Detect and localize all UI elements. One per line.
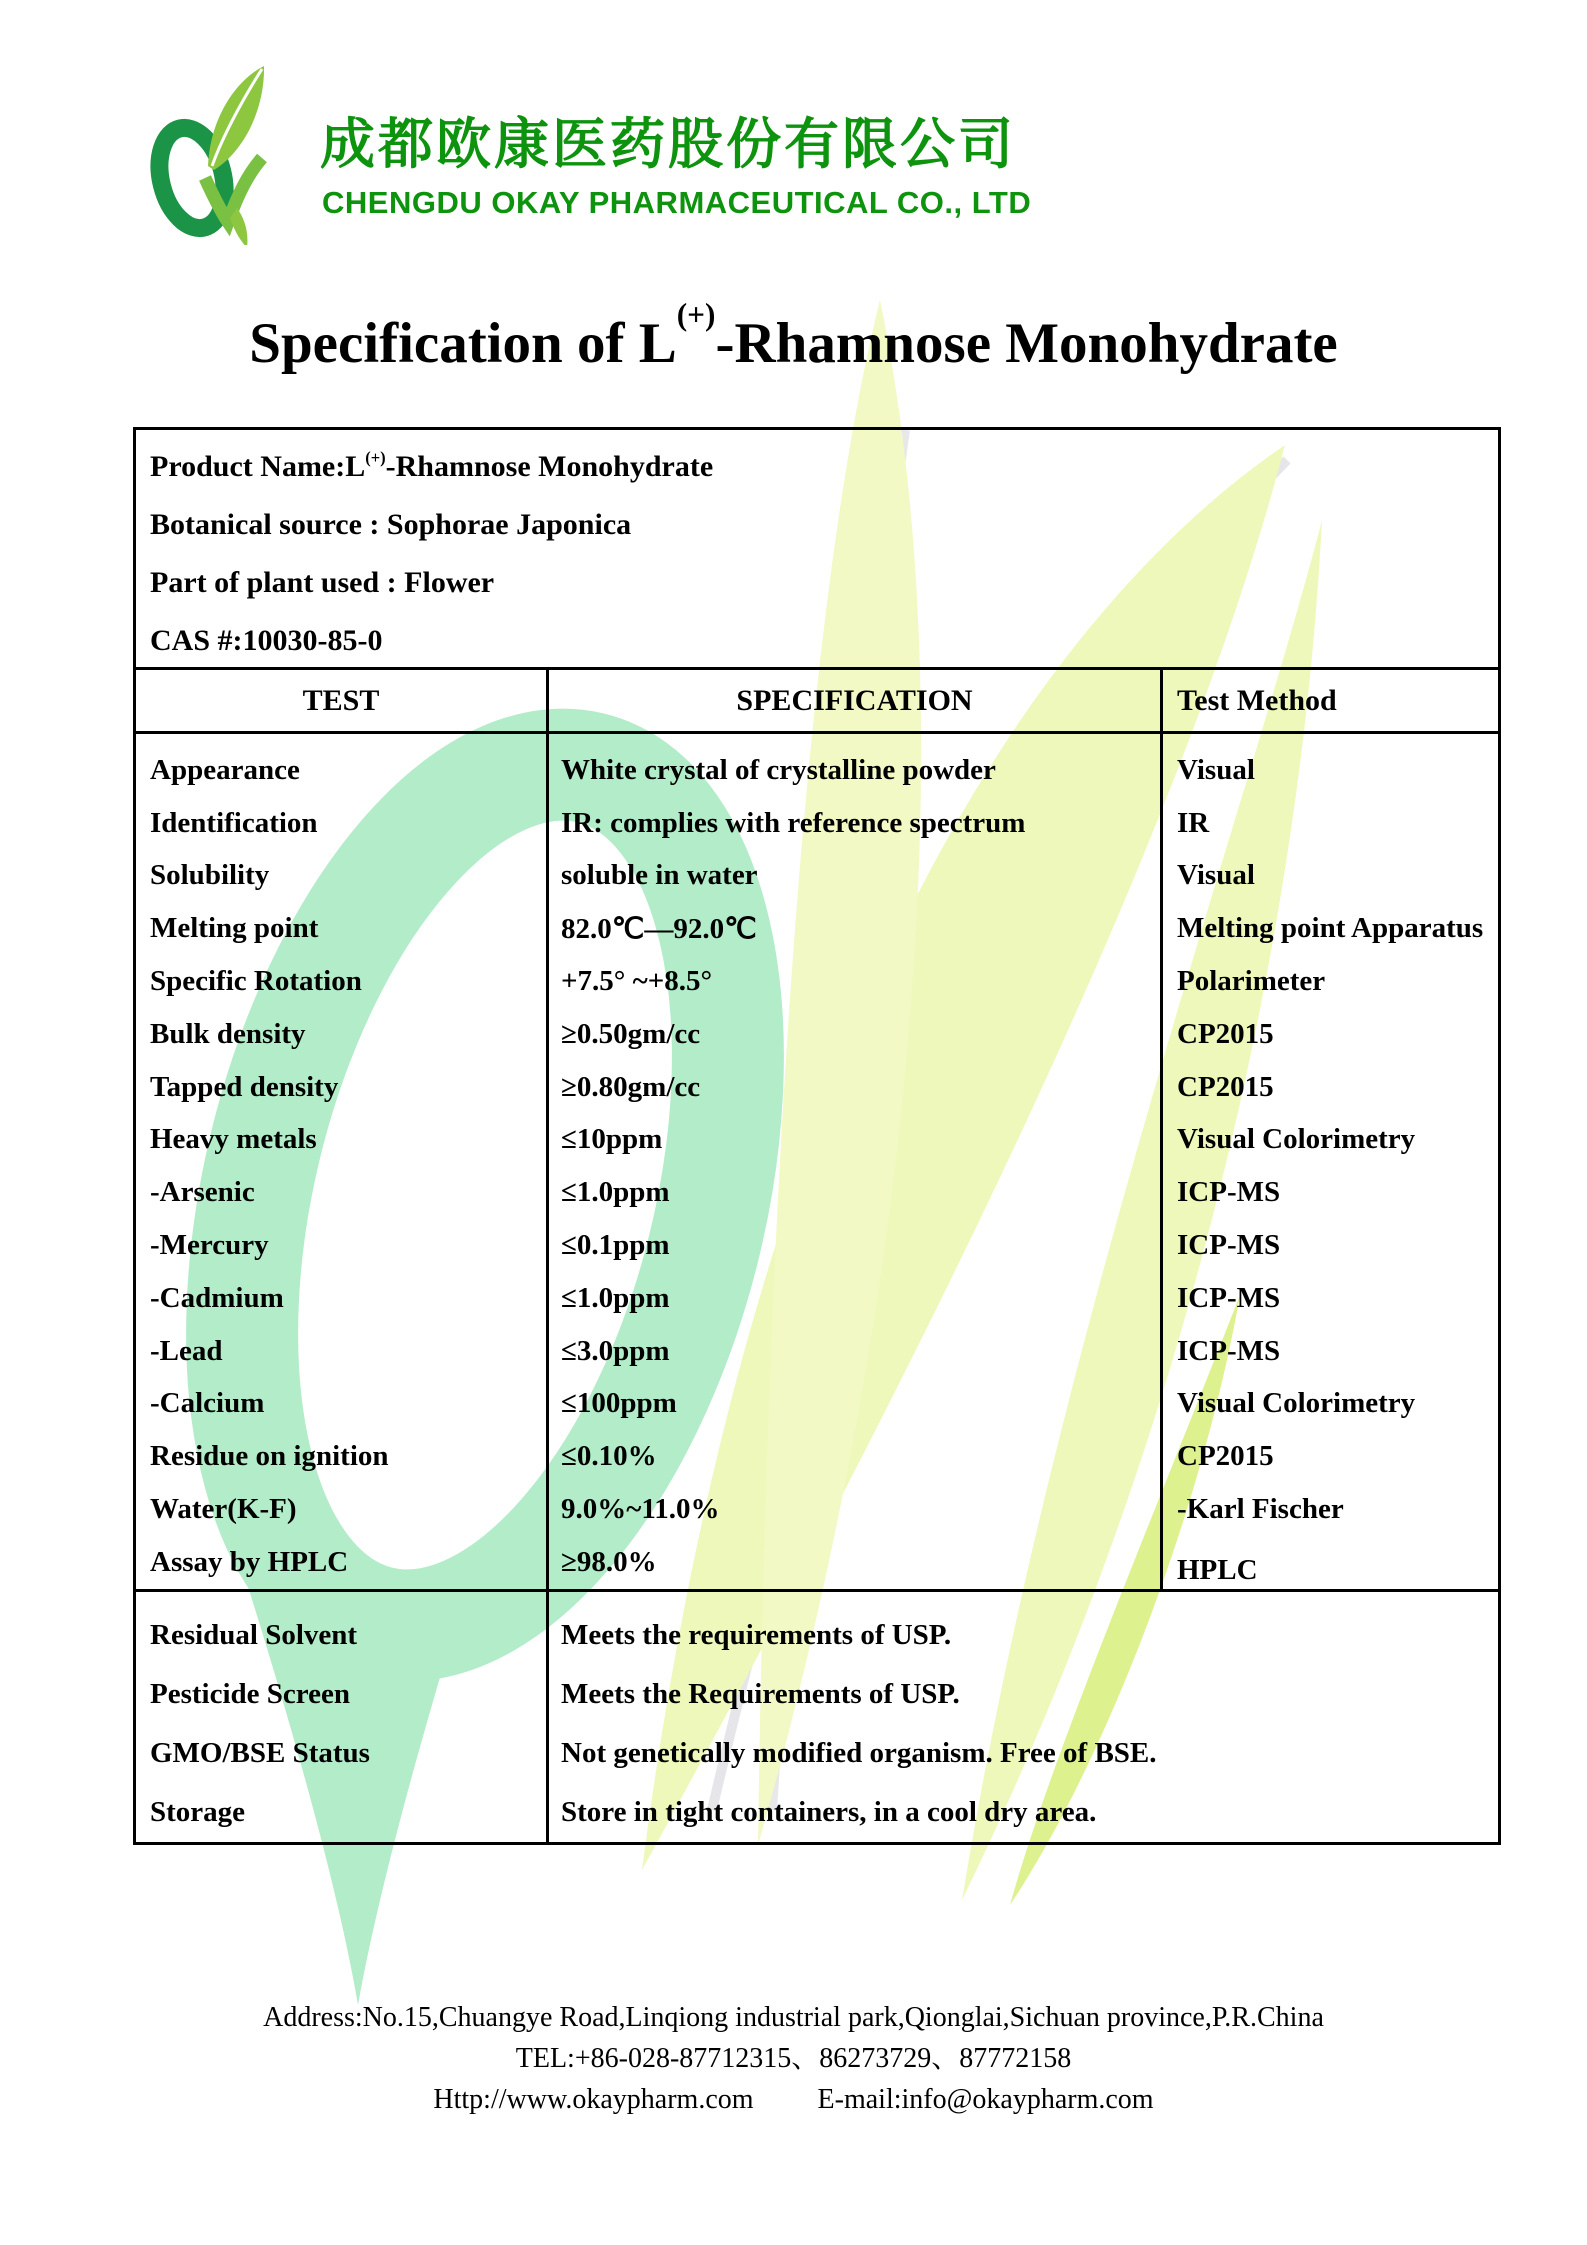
test-name: Melting point <box>150 912 319 945</box>
test-name: -Cadmium <box>150 1281 284 1314</box>
method-value: CP2015 <box>1177 1070 1274 1103</box>
spec-value: Not genetically modified organism. Free of BSE. <box>561 1737 1157 1769</box>
method-value: Visual Colorimetry <box>1177 1387 1416 1420</box>
spec-value: 9.0%~11.0% <box>561 1493 720 1526</box>
spec-value: Store in tight containers, in a cool dry area. <box>561 1796 1097 1828</box>
title-text: Specification of L <box>249 312 677 375</box>
contact-footer <box>0 1997 1587 2120</box>
method-value: ICP-MS <box>1177 1176 1281 1209</box>
test-name: Storage <box>150 1796 246 1828</box>
company-name-chinese: 成都欧康医药股份有限公司 <box>320 113 1017 175</box>
web-contact-line <box>0 2079 1587 2120</box>
column-header-test: TEST <box>302 683 380 717</box>
method-value: HPLC <box>1177 1553 1258 1586</box>
test-name: Tapped density <box>150 1070 339 1103</box>
test-name: -Lead <box>150 1334 223 1367</box>
method-value: Visual <box>1177 753 1255 786</box>
method-value: Visual <box>1177 859 1255 892</box>
test-name: Bulk density <box>150 1017 306 1050</box>
extra-spec-column <box>546 1592 1498 1842</box>
test-name: -Mercury <box>150 1229 269 1262</box>
test-name: Specific Rotation <box>150 965 362 998</box>
product-name-value: L <box>345 450 366 483</box>
test-name-column <box>136 734 546 1589</box>
spec-value: ≤100ppm <box>561 1387 677 1420</box>
spec-value: 82.0℃—92.0℃ <box>561 913 757 946</box>
column-header-specification: SPECIFICATION <box>546 670 1160 731</box>
spec-value: Meets the Requirements of USP. <box>561 1678 960 1710</box>
spec-value: Meets the requirements of USP. <box>561 1619 952 1651</box>
company-logo-icon <box>148 60 298 245</box>
email-address: E-mail:info@okaypharm.com <box>817 2084 1154 2115</box>
spec-value: ≤1.0ppm <box>561 1176 670 1209</box>
test-name: -Arsenic <box>150 1176 255 1209</box>
method-value: ICP-MS <box>1177 1334 1281 1367</box>
table-header-row <box>136 670 1498 734</box>
method-value: -Karl Fischer <box>1177 1493 1344 1526</box>
spec-value: ≥0.80gm/cc <box>561 1070 701 1103</box>
method-value: CP2015 <box>1177 1440 1274 1473</box>
method-value: ICP-MS <box>1177 1281 1281 1314</box>
botanical-source-line: Botanical source : Sophorae Japonica <box>150 508 632 541</box>
column-header-test-method: Test Method <box>1160 670 1498 731</box>
spec-value: ≤3.0ppm <box>561 1334 670 1367</box>
test-name: Heavy metals <box>150 1123 317 1156</box>
product-name-label: Product Name: <box>150 450 346 483</box>
product-name-superscript: (+) <box>365 447 386 467</box>
test-name: Pesticide Screen <box>150 1678 350 1710</box>
test-name: Water(K-F) <box>150 1493 297 1526</box>
method-value: Visual Colorimetry <box>1177 1123 1416 1156</box>
method-value: ICP-MS <box>1177 1229 1281 1262</box>
product-name-value-end: -Rhamnose Monohydrate <box>385 450 714 483</box>
method-value: CP2015 <box>1177 1017 1274 1050</box>
extra-test-column <box>136 1592 546 1842</box>
spec-value: ≤0.10% <box>561 1440 657 1473</box>
product-name-line <box>150 438 1498 496</box>
spec-value: White crystal of crystalline powder <box>561 753 996 786</box>
spec-value: soluble in water <box>561 859 758 892</box>
test-name: -Calcium <box>150 1387 265 1420</box>
method-value: Melting point Apparatus <box>1177 912 1484 945</box>
test-name: Identification <box>150 806 318 839</box>
test-name: Residue on ignition <box>150 1440 389 1473</box>
spec-value: +7.5° ~+8.5° <box>561 965 713 998</box>
test-name: Assay by HPLC <box>150 1545 349 1578</box>
method-value: Polarimeter <box>1177 965 1326 998</box>
spec-value: ≥98.0% <box>561 1545 657 1578</box>
company-name-english: CHENGDU OKAY PHARMACEUTICAL CO., LTD <box>322 185 1032 220</box>
test-name: Residual Solvent <box>150 1619 358 1651</box>
additional-rows-section <box>136 1592 1498 1842</box>
test-name: Appearance <box>150 753 300 786</box>
spec-value: ≤1.0ppm <box>561 1281 670 1314</box>
title-superscript: (+) <box>676 296 716 332</box>
specification-table <box>133 427 1501 1845</box>
specification-column <box>546 734 1160 1589</box>
plant-part-line: Part of plant used : Flower <box>150 566 495 599</box>
cas-number-line: CAS #:10030-85-0 <box>150 624 383 657</box>
spec-value: ≤0.1ppm <box>561 1229 670 1262</box>
test-method-column <box>1160 734 1498 1589</box>
test-name: Solubility <box>150 859 270 892</box>
spec-value: IR: complies with reference spectrum <box>561 806 1026 839</box>
address-line: Address:No.15,Chuangye Road,Linqiong industrial park,Qionglai,Sichuan province,P.R.China <box>263 2002 1324 2033</box>
spec-value: ≥0.50gm/cc <box>561 1017 701 1050</box>
test-name: GMO/BSE Status <box>150 1737 370 1769</box>
spec-value: ≤10ppm <box>561 1123 663 1156</box>
test-rows-section <box>136 734 1498 1592</box>
telephone-line: TEL:+86-028-87712315、86273729、87772158 <box>515 2043 1072 2074</box>
website-url: Http://www.okaypharm.com <box>433 2084 754 2115</box>
product-info-box <box>136 430 1498 670</box>
page-title <box>0 296 1587 375</box>
method-value: IR <box>1177 806 1210 839</box>
title-text-end: -Rhamnose Monohydrate <box>715 312 1338 375</box>
